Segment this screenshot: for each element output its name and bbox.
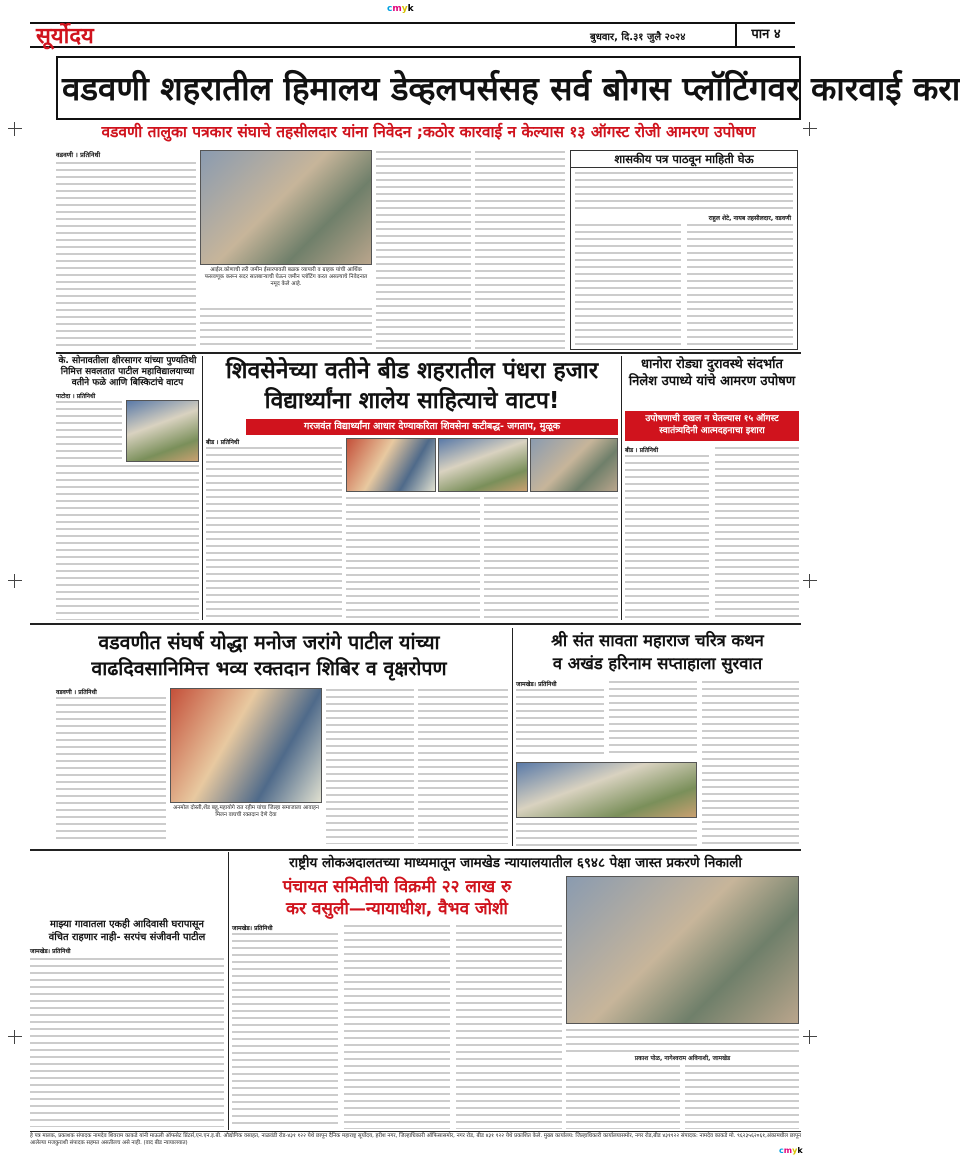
column-rule-3 <box>512 628 513 846</box>
crop-mark-left-1 <box>8 122 22 136</box>
story7-text-a <box>232 932 338 1129</box>
cmyk-m-bottom: m <box>783 1146 793 1155</box>
story5-headline-2: वाढदिवसानिमित्त भव्य रक्तदान शिबिर व वृक्षरोपण <box>91 657 447 680</box>
story4 <box>625 356 799 620</box>
story7-text-c <box>456 924 562 1129</box>
story2-photo <box>126 400 199 462</box>
crop-mark-left-3 <box>8 1030 22 1044</box>
story7-photo <box>566 876 799 1024</box>
sidebox-col-b <box>687 223 793 347</box>
cmyk-c: c <box>387 4 393 14</box>
story8-headline-1: माझ्या गावातला एकही आदिवासी घरापासून <box>49 919 204 930</box>
story7-headline: राष्ट्रीय लोकअदालतच्या माध्यमातून जामखेड न्यायालयातील ६९४८ पेक्षा जास्त प्रकरणे निकाली <box>289 855 742 871</box>
lead-headline: वडवणी शहरातील हिमालय डेव्हलपर्ससह सर्व बोगस प्लॉटिंगवर कारवाई करा <box>62 69 960 108</box>
lead-photo <box>200 150 372 265</box>
crop-mark-right-2 <box>803 574 817 588</box>
cmyk-k: k <box>407 4 414 14</box>
lead-dateline: वडवणी । प्रतिनिधी <box>56 151 101 159</box>
story5-text-c <box>418 688 508 844</box>
section-divider-1 <box>56 352 801 354</box>
cmyk-c-bottom: c <box>779 1146 784 1155</box>
story7-subhead-1: पंचायत समितीची विक्रमी २२ लाख रु <box>282 877 512 897</box>
cmyk-y-bottom: y <box>792 1146 798 1155</box>
story2-dateline: पाटोदा । प्रतिनिधी <box>56 393 96 400</box>
lead-body-text-2 <box>200 307 372 350</box>
story6-text-d <box>516 822 697 846</box>
lead-column-4 <box>475 150 565 350</box>
sidebox <box>570 150 798 350</box>
crop-mark-left-2 <box>8 574 22 588</box>
story5-photo <box>170 688 322 803</box>
story7-body <box>232 924 562 1129</box>
page-number: पान ४ <box>735 24 795 46</box>
logo: सूर्योदय <box>36 23 94 49</box>
lead-column-3 <box>376 150 471 350</box>
story4-subhead: उपोषणाची दखल न घेतल्यास १५ ऑगस्ट स्वातंत्र्यदिनी आत्मदहनाचा इशारा <box>625 411 799 441</box>
story3-photo-1 <box>346 438 436 492</box>
story7-headline-bar <box>232 852 799 874</box>
story5 <box>30 628 508 846</box>
cmyk-m: m <box>392 4 402 14</box>
story6-text-c <box>702 680 799 846</box>
issue-date: बुधवार, दि.३१ जुलै २०२४ <box>590 32 686 43</box>
column-rule-1 <box>202 356 203 620</box>
story3-photo-2 <box>438 438 528 492</box>
sidebox-text <box>575 171 793 211</box>
story3 <box>206 356 618 620</box>
registration-mark-top <box>387 4 414 14</box>
cmyk-y: y <box>401 4 408 14</box>
story2-text-a <box>56 400 122 460</box>
story6-headline-1: श्री संत सावता महाराज चरित्र कथन <box>551 631 764 650</box>
lead-column-1 <box>56 150 196 350</box>
story6-text-a <box>516 688 604 758</box>
story8-text <box>30 957 224 1127</box>
story7-photo-text <box>566 1028 799 1052</box>
lead-body-text <box>56 161 196 349</box>
story6-headline-2: व अखंड हरिनाम सप्ताहाला सुरवात <box>552 654 763 673</box>
story5-text-b <box>326 688 414 844</box>
story6-dateline: जामखेड। प्रतिनिधी <box>516 681 557 688</box>
story4-headline: धानोरा रोड्या दुरावस्थे संदर्भात निलेश उपाध्ये यांचे आमरण उपोषण <box>628 357 796 389</box>
story8 <box>30 918 224 1130</box>
sidebox-title: शासकीय पत्र पाठवून माहिती घेऊ <box>571 151 797 168</box>
story3-text-c <box>484 496 618 620</box>
crop-mark-right-1 <box>803 122 817 136</box>
story3-subhead: गरजवंत विद्यार्थ्यांना आधार देण्याकरिता शिवसेना कटीबद्ध- जगताप, मुळूक <box>246 419 618 435</box>
story7-text-d <box>566 1064 680 1129</box>
story5-dateline: वडवणी । प्रतिनिधी <box>56 689 97 696</box>
story5-text-a <box>56 696 166 844</box>
story4-dateline: बीड । प्रतिनिधी <box>625 447 659 454</box>
story3-headline-2: विद्यार्थ्यांना शालेय साहित्याचे वाटप! <box>264 388 560 414</box>
story7-subhead-2: कर वसुली—न्यायाधीश, वैभव जोशी <box>286 899 508 919</box>
story3-dateline: बीड । प्रतिनिधी <box>206 439 240 446</box>
story2-text-b <box>56 464 199 620</box>
footer-imprint: हे पत्र मालक, प्रकाशक संपादक नामदेव शिवराम काकडे यांनी माऊली ऑफसेट प्रिंटर्स,एन.एन.इ.बी. औद्योगिक वसाहत, नाळवंडी रोड-४३१ १२२ येथे छापून दैनिक महाराष्ट्र सूर्योदय, हरीश नगर, जिल्हाधिकारी ऑफिसासमोर, नगर रोड, बीड ४३१ १२२ येथे प्रकाशित केले. मुख्य कार्यालय: जिल्हाधिकारी कार्यालयासमोर, नगर रोड,बीड ४३११२२ संपादक: नामदेव काकडे मो. ९६२३५६२०६१,अंकामधील छापून आलेल्या मजकुराशी संपादक सहमत असतीलच असे नाही. (वाद बीड न्यायालयात) <box>30 1133 801 1146</box>
sidebox-col-a <box>575 223 681 347</box>
story5-headline-1: वडवणीत संघर्ष योद्धा मनोज जरांगे पाटील यांच्या <box>98 631 440 654</box>
column-rule-2 <box>621 356 622 620</box>
registration-mark-bottom <box>779 1146 803 1155</box>
lead-headline-box <box>56 56 960 120</box>
story3-text-a <box>206 446 342 620</box>
story3-text-b <box>346 496 480 620</box>
section-divider-2 <box>30 623 801 625</box>
masthead <box>30 22 795 48</box>
lead-photo-caption: आईल.कोणाची तरी जमीन ईसारपावती बळक व्यापारी व ग्राहक यांची आर्थिक फसवणूक करून सदर सातबाऱ्याची घेऊन जमीन प्लॉटिंग करत असल्याचे निवेदनात नमूद केले आहे. <box>204 267 368 287</box>
story4-text-a <box>625 454 709 620</box>
story4-text-b <box>715 446 799 620</box>
story5-photo-caption: अनमोल दोस्ती,शेंड बहू,महायोगे रात रहीम यांचा जिल्हा समाजाला आवाहन मिलन वाघची रक्तदान देणे देवा <box>173 805 319 818</box>
sidebox-byline: राहुल शेटे, नायब तहसीलदार, वडवणी <box>708 215 791 222</box>
lead-subhead-bar <box>56 122 801 142</box>
crop-mark-right-3 <box>803 1030 817 1044</box>
story7-dateline: जामखेड। प्रतिनिधी <box>232 925 273 932</box>
cmyk-k-bottom: k <box>797 1146 803 1155</box>
story8-dateline: जामखेड। प्रतिनिधी <box>30 948 71 955</box>
footer-rule <box>30 1131 801 1132</box>
story6-photo <box>516 762 697 818</box>
story6 <box>516 628 799 846</box>
story2-headline: के. सोनावतीला क्षीरसागर यांच्या पुण्यतिथी निमित्त सवलतात पाटील महाविद्यालयाच्या वतीने फळे आणि बिस्किटांचे वाटप <box>58 356 197 388</box>
story7-photo-caption: प्रकाश पोळ, नागेश्वराम अविनाशी, जामखेड <box>634 1055 731 1062</box>
story8-headline-2: वंचित राहणार नाही- सरपंच संजीवनी पाटील <box>48 932 206 943</box>
story7-text-b <box>344 924 450 1129</box>
story3-headline-1: शिवसेनेच्या वतीने बीड शहरातील पंधरा हजार <box>225 358 599 384</box>
story6-text-b <box>609 680 697 758</box>
story7-text-e <box>685 1064 799 1129</box>
section-divider-3 <box>30 849 801 851</box>
story3-photo-3 <box>530 438 618 492</box>
story2 <box>56 356 199 620</box>
column-rule-4 <box>228 852 229 1130</box>
lead-subhead: वडवणी तालुका पत्रकार संघाचे तहसीलदार यांना निवेदन ;कठोर कारवाई न केल्यास १३ ऑगस्ट रोजी आमरण उपोषण <box>101 123 756 141</box>
story7-subhead-box <box>232 876 562 920</box>
